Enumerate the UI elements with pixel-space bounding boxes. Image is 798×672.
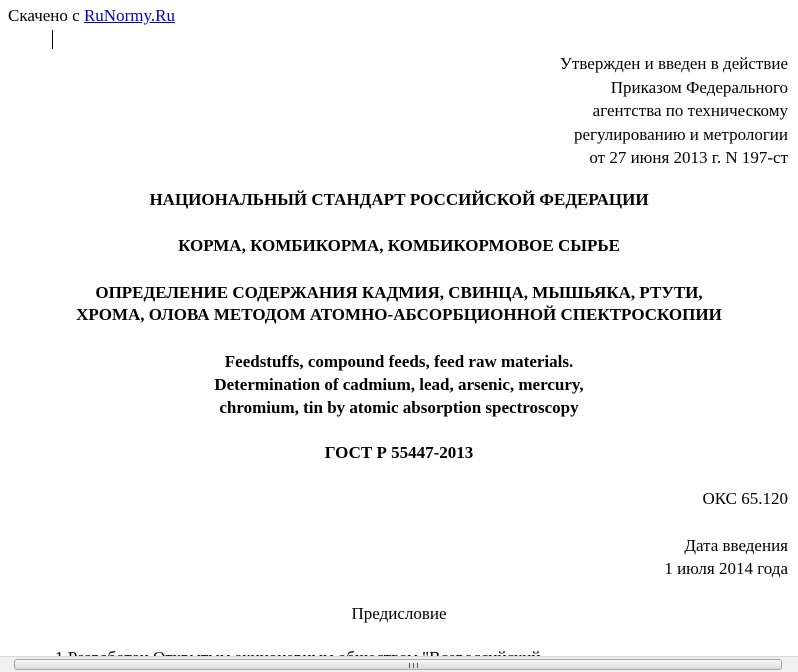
english-title-line: Feedstuffs, compound feeds, feed raw materials. xyxy=(224,352,574,371)
scrollbar-thumb[interactable] xyxy=(14,659,782,670)
method-title xyxy=(0,282,798,326)
approval-line: агентства по техническому xyxy=(592,101,788,120)
approval-line: регулированию и метрологии xyxy=(573,124,788,144)
oks-code: ОКС 65.120 xyxy=(702,489,788,508)
source-note-prefix: Скачено с xyxy=(8,6,84,25)
standard-subject: КОРМА, КОМБИКОРМА, КОМБИКОРМОВОЕ СЫРЬЕ xyxy=(178,236,620,255)
source-note xyxy=(8,6,175,26)
gost-number: ГОСТ Р 55447-2013 xyxy=(324,443,474,462)
introduction-date-value: 1 июля 2014 года xyxy=(664,559,788,578)
method-title-line: ОПРЕДЕЛЕНИЕ СОДЕРЖАНИЯ КАДМИЯ, СВИНЦА, МЫШЬЯКА, РТУТИ, xyxy=(95,283,703,302)
text-cursor xyxy=(52,30,53,49)
approval-line: Утвержден и введен в действие xyxy=(559,54,788,73)
method-title-line: ХРОМА, ОЛОВА МЕТОДОМ АТОМНО-АБСОРБЦИОННОЙ СПЕКТРОСКОПИИ xyxy=(76,305,722,324)
horizontal-scrollbar[interactable] xyxy=(0,656,798,672)
introduction-date xyxy=(664,534,788,580)
grip-icon xyxy=(409,663,419,668)
english-title xyxy=(0,350,798,419)
approval-line: Приказом Федерального xyxy=(610,77,788,97)
approval-line: от 27 июня 2013 г. N 197-ст xyxy=(589,148,788,167)
introduction-date-label: Дата введения xyxy=(684,536,788,555)
foreword-heading: Предисловие xyxy=(351,604,447,623)
source-link[interactable]: RuNormy.Ru xyxy=(83,6,175,25)
english-title-line: Determination of cadmium, lead, arsenic, mercury, xyxy=(214,375,584,394)
approval-block xyxy=(560,52,788,170)
english-title-line: chromium, tin by atomic absorption spectroscopy xyxy=(219,398,579,417)
standard-heading: НАЦИОНАЛЬНЫЙ СТАНДАРТ РОССИЙСКОЙ ФЕДЕРАЦИИ xyxy=(149,190,649,209)
